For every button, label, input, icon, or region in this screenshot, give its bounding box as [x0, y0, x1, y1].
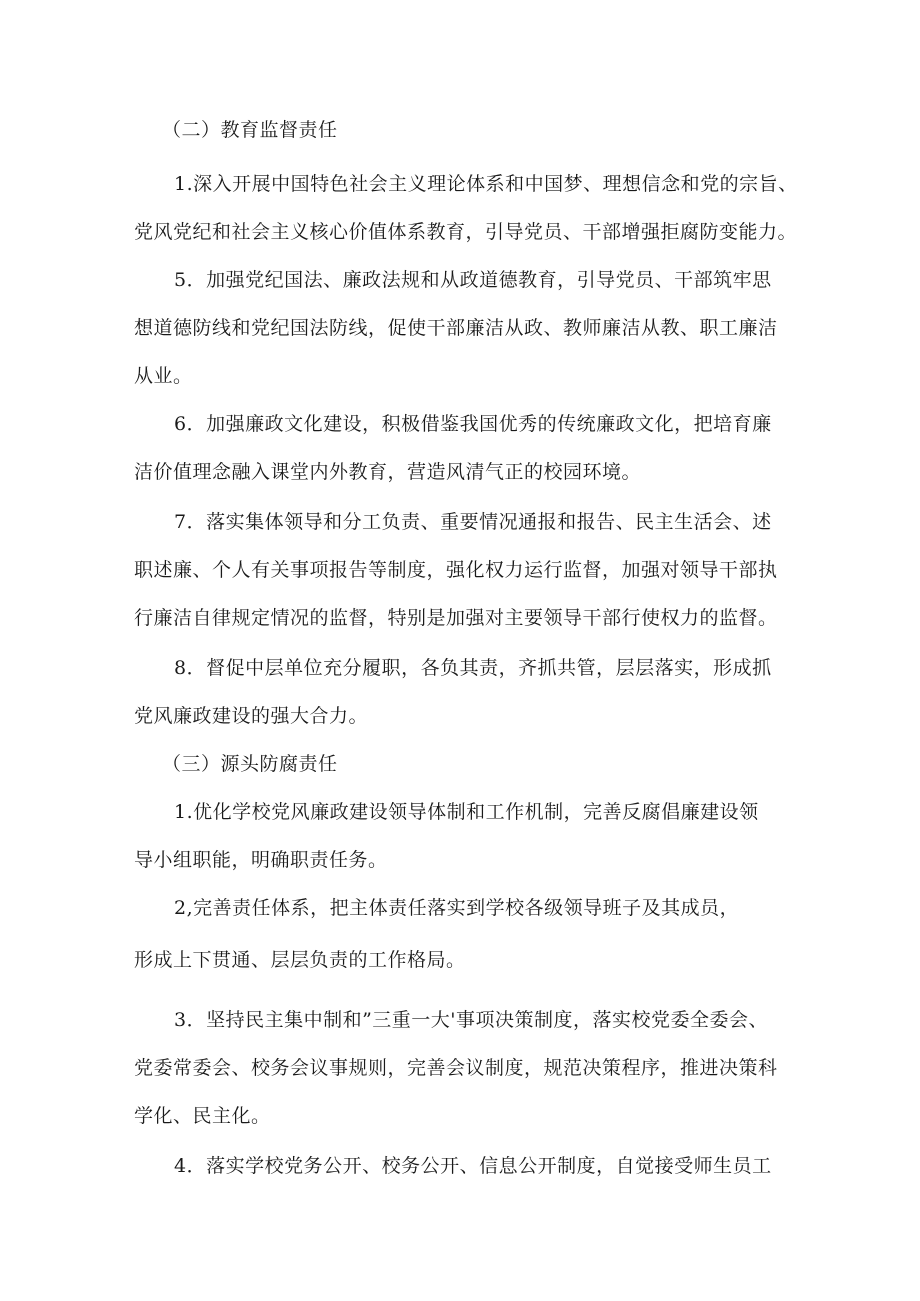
paragraph-line: 5．加强党纪国法、廉政法规和从政道德教育，引导党员、干部筑牢思 [174, 269, 772, 291]
paragraph-line: 洁价值理念融入课堂内外教育，营造风清气正的校园环境。 [134, 461, 642, 483]
paragraph-line: 党风廉政建设的强大合力。 [134, 705, 369, 727]
paragraph-line: 6．加强廉政文化建设，积极借鉴我国优秀的传统廉政文化，把培育廉 [174, 413, 772, 435]
paragraph-line: 4．落实学校党务公开、校务公开、信息公开制度，自觉接受师生员工 [174, 1155, 772, 1177]
section-heading-education-supervision: （二）教育监督责任 [162, 119, 338, 141]
paragraph-line: 形成上下贯通、层层负责的工作格局。 [134, 949, 466, 971]
paragraph-line: 8．督促中层单位充分履职，各负其责，齐抓共管，层层落实，形成抓 [174, 657, 772, 679]
paragraph-line: 1.优化学校党风廉政建设领导体制和工作机制，完善反腐倡廉建设领 [174, 801, 759, 823]
paragraph-line: 3．坚持民主集中制和”三重一大'事项决策制度，落实校党委全委会、 [174, 1009, 769, 1031]
paragraph-line: 导小组职能，明确职责任务。 [134, 849, 388, 871]
paragraph-line: 行廉洁自律规定情况的监督，特别是加强对主要领导干部行使权力的监督。 [134, 607, 778, 629]
paragraph-line: 党风党纪和社会主义核心价值体系教育，引导党员、干部增强拒腐防变能力。 [134, 221, 798, 243]
section-heading-source-anticorruption: （三）源头防腐责任 [162, 753, 338, 775]
paragraph-line: 从业。 [134, 365, 193, 387]
paragraph-line: 党委常委会、校务会议事规则，完善会议制度，规范决策程序，推进决策科 [134, 1057, 778, 1079]
paragraph-line: 学化、民主化。 [134, 1105, 271, 1127]
paragraph-line: 想道德防线和党纪国法防线，促使干部廉洁从政、教师廉洁从教、职工廉洁 [134, 317, 778, 339]
paragraph-line: 7．落实集体领导和分工负责、重要情况通报和报告、民主生活会、述 [174, 511, 772, 533]
paragraph-line: 1.深入开展中国特色社会主义理论体系和中国梦、理想信念和党的宗旨、 [174, 173, 798, 195]
paragraph-line: 2,完善责任体系，把主体责任落实到学校各级领导班子及其成员， [174, 897, 740, 919]
paragraph-line: 职述廉、个人有关事项报告等制度，强化权力运行监督，加强对领导干部执 [134, 559, 778, 581]
